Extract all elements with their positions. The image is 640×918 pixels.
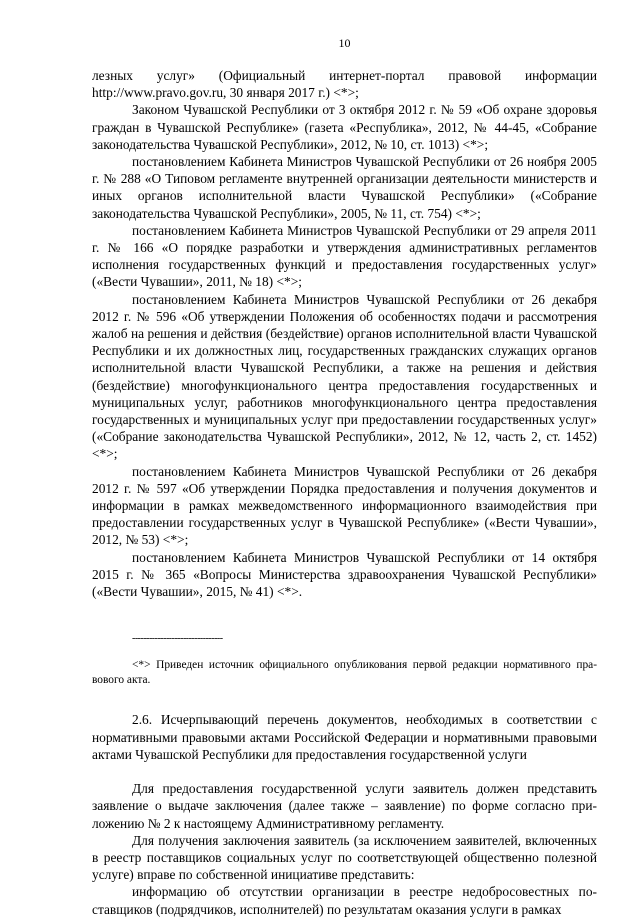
paragraph-application: Для предоставления государственной услуги заявитель должен представить заявление о выдаче заключения (далее также – заявление) по форме согласно приложению № 2 к настоящему Административному регламенту. <box>92 781 597 831</box>
footnote: <*> Приведен источник официального опубликования первой редакции нормативного правового акта. <box>92 659 597 686</box>
paragraph-registry-info: информацию об отсутствии организации в реестре недобросовестных поставщиков (подрядчиков, исполнителей) по результатам оказания услуги в рамках <box>92 884 597 917</box>
document-page <box>92 36 597 918</box>
section-gap <box>92 763 597 780</box>
section-heading: 2.6. Исчерпывающий перечень документов, необходимых в соответствии с нормативными правовыми актами Российской Федерации и нормативными правовыми актами Чувашской Республики для предоставления государственной услуги <box>92 712 597 762</box>
paragraph-law-59: Законом Чувашской Республики от 3 октября 2012 г. № 59 «Об охране здоровья граждан в Чувашской Республике» (газета «Республика», 2012, № 44-45, «Собрание законодательства Чувашской Республики», 2012, № 10, ст. 1013) <*>; <box>92 102 597 152</box>
footnote-separator: -------------------------------- <box>132 633 223 645</box>
page-number: 10 <box>338 36 351 50</box>
paragraph-applicant-rights: Для получения заключения заявитель (за исключением заявителей, включенных в реестр поставщиков социальных услуг по соответствующей общественно полезной услуге) вправе по собственной инициативе представить: <box>92 832 597 883</box>
paragraph-resolution-596: постановлением Кабинета Министров Чувашской Республики от 26 декабря 2012 г. № 596 «Об утверждении Положения об особенностях подачи и рассмотрения жалоб на решения и действия (бездействие) органов исполнительной власти Чувашской Республики и их должностных лиц, государственных гражданских служащих органов исполнительной власти Чувашской Республики, а также на решения и действия (бездействие) многофункционального центра предоставления государственных и муниципальных услуг, работников многофункционального центра предоставления государственных и муниципальных услуг при предоставлении государственных услуг» («Собрание законодательства Чувашской Республики», 2012, № 12, часть 2, ст. 1452) <*>; <box>92 291 597 462</box>
section-body <box>92 780 597 918</box>
paragraph-pravo-portal: лезных услуг» (Официальный интернет-портал правовой информации http://www.pravo.gov.ru, 30 января 2017 г.) <*>; <box>92 68 597 101</box>
paragraph-resolution-288: постановлением Кабинета Министров Чувашской Республики от 26 ноября 2005 г. № 288 «О Типовом регламенте внутренней организации деятельности министерств и иных органов исполнительной власти Чувашской Республики» («Собрание законодательства Чувашской Республики», 2005, № 11, ст. 754) <*>; <box>92 154 597 221</box>
legal-basis-list <box>92 67 597 600</box>
paragraph-resolution-597: постановлением Кабинета Министров Чувашской Республики от 26 декабря 2012 г. № 597 «Об утверждении Порядка предоставления и получения документов и информации в рамках межведомственного информационного взаимодействия при предоставлении государственных услуг в Чувашской Республике» («Вести Чувашии», 2012, № 53) <*>; <box>92 463 597 548</box>
paragraph-resolution-365: постановлением Кабинета Министров Чувашской Республики от 14 октября 2015 г. № 365 «Вопросы Министерства здравоохранения Чувашской Республики» («Вести Чувашии», 2015, № 41) <*>. <box>92 549 597 600</box>
paragraph-resolution-166: постановлением Кабинета Министров Чувашской Республики от 29 апреля 2011 г. № 166 «О порядке разработки и утверждения административных регламентов исполнения государственных функций и предоставления государственных услуг» («Вести Чувашии», 2011, № 18) <*>; <box>92 222 597 290</box>
